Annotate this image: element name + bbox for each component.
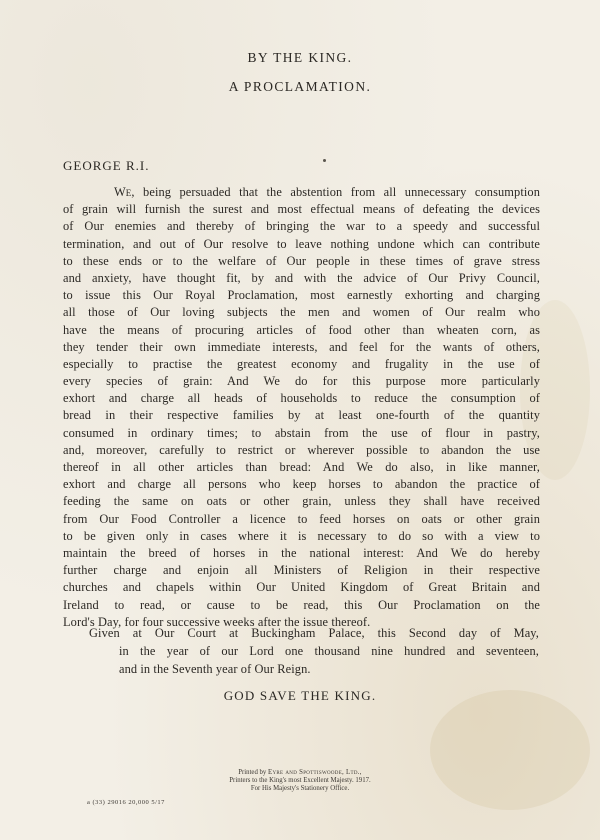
body-line: consumed in ordinary times; to abstain from the use of flour in pastry, — [63, 425, 540, 440]
given-line-2: in the year of our Lord one thousand nine hundred and seventeen, — [119, 644, 539, 658]
body-line: to be given only in cases where it is necessary to do so with a view to — [63, 528, 540, 543]
print-code: a (33) 29016 20,000 5/17 — [87, 799, 165, 806]
body-line: feeding the same on oats or other grain, unless they shall have received — [63, 494, 540, 509]
body-line: bread in their respective families by at least one-fourth of the quantity — [63, 408, 540, 423]
royal-signature: GEORGE R.I. — [63, 158, 150, 173]
given-line-1: Given at Our Court at Buckingham Palace, this Second day of May, — [89, 626, 539, 640]
proclamation-body — [63, 184, 540, 631]
body-line-first — [63, 184, 540, 201]
body-line: and, moreover, carefully to restrict or wherever possible to abandon the use — [63, 442, 540, 457]
body-first-word: We — [114, 185, 132, 199]
god-save-the-king: GOD SAVE THE KING. — [223, 688, 377, 703]
body-line: all those of Our loving subjects the men and women of Our realm who — [63, 305, 540, 320]
body-line: churches and chapels within Our United Kingdom of Great Britain and — [63, 580, 540, 595]
body-line: termination, and out of Our resolve to leave nothing undone which can contribute — [63, 236, 540, 251]
body-line: of grain will furnish the surest and most effectual means of defeating the devices — [63, 202, 540, 217]
given-at-court — [89, 624, 539, 678]
body-line: have the means of procuring articles of food other than wheaten corn, as — [63, 322, 540, 337]
body-line: exhort and charge all persons who keep horses to abandon the practice of — [63, 477, 540, 492]
ink-dot — [323, 159, 326, 162]
body-line: to these ends or to the welfare of Our people in these times of grave stress — [63, 253, 540, 268]
body-line: of Our enemies and thereby of bringing the war to a speedy and successful — [63, 219, 540, 234]
given-line-3: and in the Seventh year of Our Reign. — [119, 662, 311, 676]
body-line: Lord's Day, for four successive weeks after the issue thereof. — [63, 614, 371, 629]
body-line: every species of grain: And We do for this purpose more particularly — [63, 374, 540, 389]
printer-line-3: For His Majesty's Stationery Office. — [250, 785, 350, 793]
body-line: exhort and charge all heads of households to reduce the consumption of — [63, 391, 540, 406]
printer-imprint — [0, 769, 600, 794]
body-line: and anxiety, have thought fit, by and with the advice of Our Privy Council, — [63, 270, 540, 285]
body-line: to issue this Our Royal Proclamation, most earnestly exhorting and charging — [63, 288, 540, 303]
body-line: Ireland to read, or cause to be read, this Our Proclamation on the — [63, 597, 540, 612]
printer-line-2: Printers to the King's most Excellent Majesty. 1917. — [229, 777, 371, 785]
body-line: especially to practise the greatest economy and frugality in the use of — [63, 356, 540, 371]
heading-by-the-king: BY THE KING. — [247, 50, 353, 65]
printer-name: Eyre and Spottiswoode, Ltd., — [268, 769, 362, 776]
body-line: thereof in all other articles than bread: And We do also, in like manner, — [63, 460, 540, 474]
printer-prefix: Printed by — [238, 769, 269, 776]
body-first-line-rest: , being persuaded that the abstention from all unnecessary consumption — [131, 185, 540, 199]
body-line: maintain the breed of horses in the national interest: And We do hereby — [63, 545, 540, 560]
body-line: they tender their own immediate interests, and feel for the wants of others, — [63, 339, 540, 354]
heading-proclamation: A PROCLAMATION. — [228, 79, 372, 94]
body-line: from Our Food Controller a licence to feed horses on oats or other grain — [63, 511, 540, 526]
body-line: further charge and enjoin all Ministers of Religion in their respective — [63, 563, 540, 578]
printer-line-1 — [0, 769, 600, 777]
